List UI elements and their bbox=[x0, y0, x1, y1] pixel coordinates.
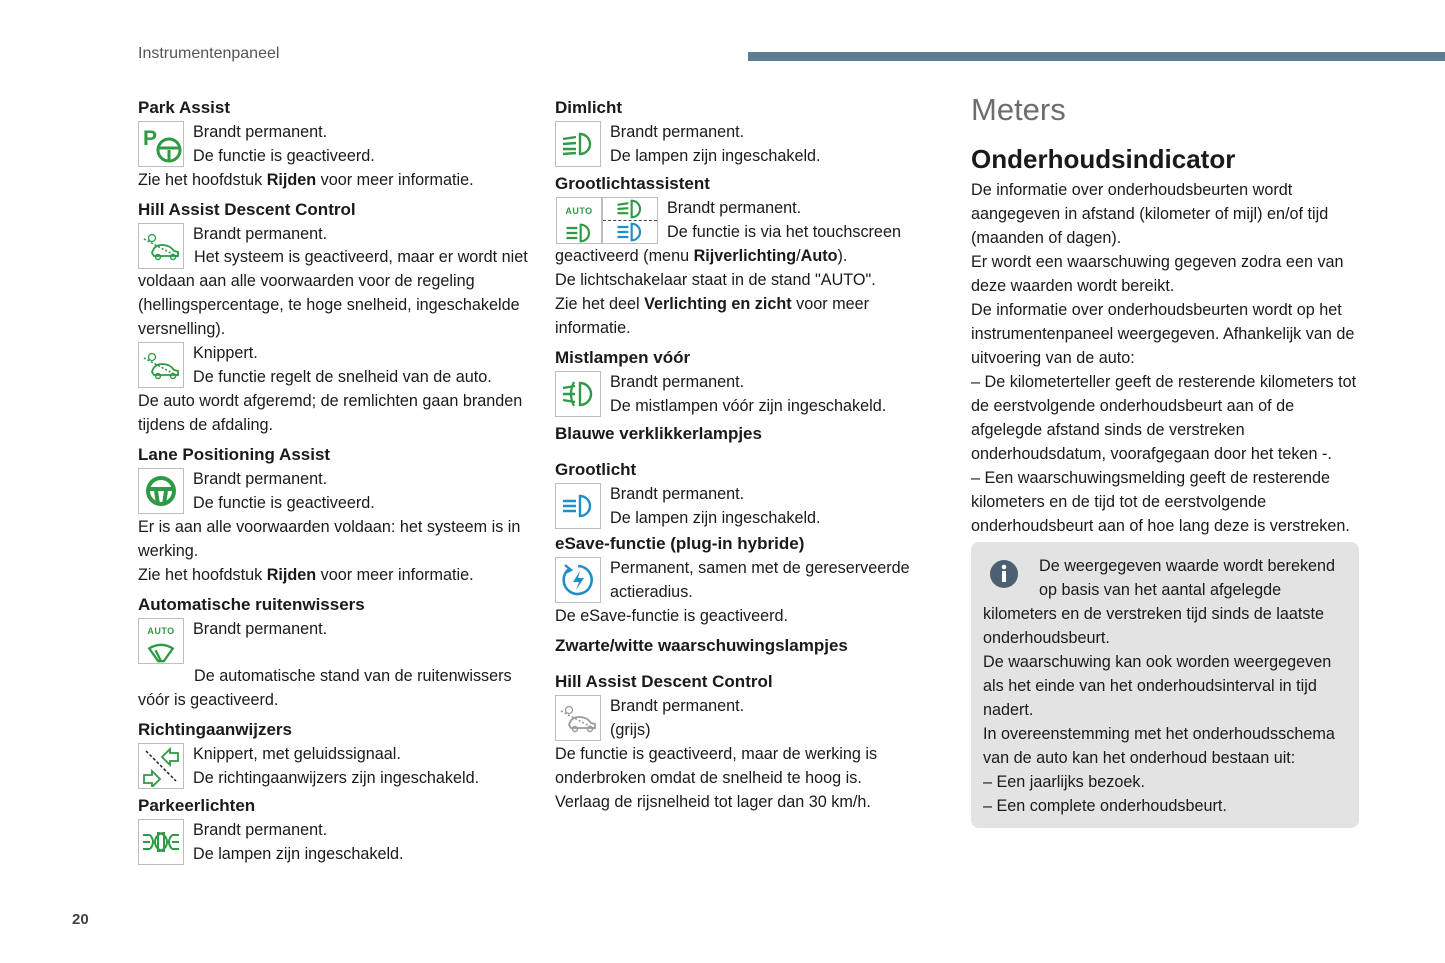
hadc2-entry bbox=[555, 694, 940, 742]
esave-line2: De eSave-functie is geactiveerd. bbox=[555, 607, 789, 625]
auto-wiper-icon: AUTO bbox=[138, 618, 184, 664]
park-assist-title: Park Assist bbox=[138, 98, 230, 117]
hadc2-title: Hill Assist Descent Control bbox=[555, 672, 773, 691]
hba-line2: geactiveerd (menu Rijverlichting/Auto). bbox=[555, 247, 848, 265]
park-assist-ref: Zie het hoofdstuk Rijden voor meer informatie. bbox=[138, 171, 474, 189]
wipers-line1: Brandt permanent. bbox=[193, 620, 328, 638]
low-beam-icon bbox=[555, 121, 601, 167]
hadc2-line3: De functie is geactiveerd, maar de werking is onderbroken omdat de snelheid te hoog is. bbox=[555, 745, 878, 787]
parking-lights-icon bbox=[138, 819, 184, 865]
info-p1-end: kilometers en de verstreken tijd sinds de laatste onderhoudsbeurt. bbox=[983, 605, 1325, 647]
wipers-entry bbox=[138, 617, 538, 664]
turn-entry bbox=[138, 742, 538, 790]
meters-heading: Meters bbox=[971, 92, 1066, 127]
hba-line2-start: De functie is via het touchscreen bbox=[667, 223, 901, 241]
maintenance-bullet2: – Een waarschuwingsmelding geeft de resterende kilometers en de tijd tot de eerstvolgende onderhoudsbeurt aan of hoe lang deze is verstreken. bbox=[971, 469, 1350, 535]
park-assist-entry bbox=[138, 120, 538, 168]
park-assist-line1: Brandt permanent. bbox=[193, 123, 328, 141]
section-header: Instrumentenpaneel bbox=[138, 45, 280, 62]
high-beam-line1: Brandt permanent. bbox=[610, 485, 745, 503]
info-p2: De waarschuwing kan ook worden weergegeven als het einde van het onderhoudsinterval in tijd nadert. bbox=[983, 653, 1332, 719]
parklights-line1: Brandt permanent. bbox=[193, 821, 328, 839]
parklights-title: Parkeerlichten bbox=[138, 796, 256, 815]
lane-ref: Zie het hoofdstuk Rijden voor meer informatie. bbox=[138, 566, 474, 584]
parklights-entry bbox=[138, 818, 538, 866]
maintenance-p2: Er wordt een waarschuwing gegeven zodra een van deze waarden wordt bereikt. bbox=[971, 253, 1344, 295]
turn-line2: De richtingaanwijzers zijn ingeschakeld. bbox=[193, 769, 480, 787]
hadc-entry-2 bbox=[138, 341, 538, 389]
fog-line2: De mistlampen vóór zijn ingeschakeld. bbox=[610, 397, 887, 415]
hadc-line2: Het systeem is geactiveerd, maar er wordt niet voldaan aan alle voorwaarden voor de regeling (hellingspercentage, te hoge snelheid, ingeschakelde versnelling). bbox=[138, 248, 528, 338]
lane-line3: Er is aan alle voorwaarden voldaan: het systeem is in werking. bbox=[138, 518, 521, 560]
lane-line2: De functie is geactiveerd. bbox=[193, 494, 375, 512]
auto-beam-icon: AUTO bbox=[556, 197, 602, 244]
hadc2-line2: (grijs) bbox=[610, 721, 651, 739]
info-p3: In overeenstemming met het onderhoudsschema van de auto kan het onderhoud bestaan uit: bbox=[983, 725, 1335, 767]
lane-line1: Brandt permanent. bbox=[193, 470, 328, 488]
blue-lamps-title: Blauwe verklikkerlampjes bbox=[555, 424, 762, 443]
right-column bbox=[971, 90, 1363, 828]
wipers-title: Automatische ruitenwissers bbox=[138, 595, 365, 614]
hadc2-line1: Brandt permanent. bbox=[610, 697, 745, 715]
lane-title: Lane Positioning Assist bbox=[138, 445, 331, 464]
maintenance-p3: De informatie over onderhoudsbeurten wordt op het instrumentenpaneel weergegeven. Afhankelijk van de uitvoering van de auto: bbox=[971, 301, 1355, 367]
info-box bbox=[971, 542, 1359, 828]
fog-title: Mistlampen vóór bbox=[555, 348, 691, 367]
page-number: 20 bbox=[72, 911, 89, 928]
header-bar bbox=[748, 52, 1445, 61]
parklights-line2: De lampen zijn ingeschakeld. bbox=[193, 845, 404, 863]
left-column bbox=[138, 96, 538, 866]
turn-title: Richtingaanwijzers bbox=[138, 720, 292, 739]
dim-line2: De lampen zijn ingeschakeld. bbox=[610, 147, 821, 165]
hadc-line5: De auto wordt afgeremd; de remlichten gaan branden tijdens de afdaling. bbox=[138, 392, 523, 434]
hill-descent-grey-icon bbox=[555, 695, 601, 741]
info-bullet1: – Een jaarlijks bezoek. bbox=[983, 773, 1145, 791]
bw-lamps-title: Zwarte/witte waarschuwingslampjes bbox=[555, 636, 848, 655]
fog-line1: Brandt permanent. bbox=[610, 373, 745, 391]
front-fog-icon bbox=[555, 371, 601, 417]
maintenance-p1: De informatie over onderhoudsbeurten wordt aangegeven in afstand (kilometer of mijl) en/of tijd (maanden of dagen). bbox=[971, 181, 1329, 247]
hadc-title: Hill Assist Descent Control bbox=[138, 200, 356, 219]
hill-descent-icon bbox=[138, 223, 184, 269]
high-beam-assist-icon bbox=[555, 197, 659, 244]
high-beam-icon bbox=[555, 483, 601, 529]
info-icon bbox=[989, 559, 1019, 589]
esave-icon bbox=[555, 557, 601, 603]
hba-line1: Brandt permanent. bbox=[667, 199, 802, 217]
hill-descent-blink-icon bbox=[138, 342, 184, 388]
turn-line1: Knippert, met geluidssignaal. bbox=[193, 745, 401, 763]
turn-signal-icon bbox=[138, 743, 184, 789]
hadc-line4: De functie regelt de snelheid van de auto. bbox=[193, 368, 492, 386]
wipers-line2: De automatische stand van de ruitenwissers vóór is geactiveerd. bbox=[138, 667, 512, 709]
fog-entry bbox=[555, 370, 940, 418]
info-p1-start: De weergegeven waarde wordt berekend op basis van het aantal afgelegde bbox=[1039, 557, 1336, 599]
middle-column bbox=[555, 96, 940, 814]
dim-line1: Brandt permanent. bbox=[610, 123, 745, 141]
esave-line1: Permanent, samen met de gereserveerde actieradius. bbox=[610, 559, 910, 601]
dim-title: Dimlicht bbox=[555, 98, 623, 117]
hadc2-line4: Verlaag de rijsnelheid tot lager dan 30 km/h. bbox=[555, 793, 871, 811]
hba-entry bbox=[555, 196, 940, 244]
high-beam-line2: De lampen zijn ingeschakeld. bbox=[610, 509, 821, 527]
svg-text:P: P bbox=[143, 127, 158, 150]
hadc-line3: Knippert. bbox=[193, 344, 258, 362]
hba-line3: De lichtschakelaar staat in de stand "AUTO". bbox=[555, 271, 876, 289]
beam-state-icons bbox=[602, 197, 658, 244]
esave-entry bbox=[555, 556, 940, 604]
hba-ref: Zie het deel Verlichting en zicht voor meer informatie. bbox=[555, 295, 869, 337]
maintenance-indicator-title: Onderhoudsindicator bbox=[971, 144, 1236, 174]
hadc-line1: Brandt permanent. bbox=[193, 225, 328, 243]
high-beam-title: Grootlicht bbox=[555, 460, 637, 479]
maintenance-bullet1: – De kilometerteller geeft de resterende kilometers tot de eerstvolgende onderhoudsbeurt aan of de afgelegde afstand sinds de verstreken onderhoudsdatum, voorafgegaan door het teken -. bbox=[971, 373, 1357, 463]
info-bullet2: – Een complete onderhoudsbeurt. bbox=[983, 797, 1227, 815]
park-assist-line2: De functie is geactiveerd. bbox=[193, 147, 375, 165]
lane-entry bbox=[138, 467, 538, 515]
park-assist-icon bbox=[138, 121, 184, 167]
steering-wheel-icon bbox=[138, 468, 184, 514]
dim-entry bbox=[555, 120, 940, 168]
high-beam-entry bbox=[555, 482, 940, 530]
esave-title: eSave-functie (plug-in hybride) bbox=[555, 534, 805, 553]
hba-title: Grootlichtassistent bbox=[555, 174, 710, 193]
